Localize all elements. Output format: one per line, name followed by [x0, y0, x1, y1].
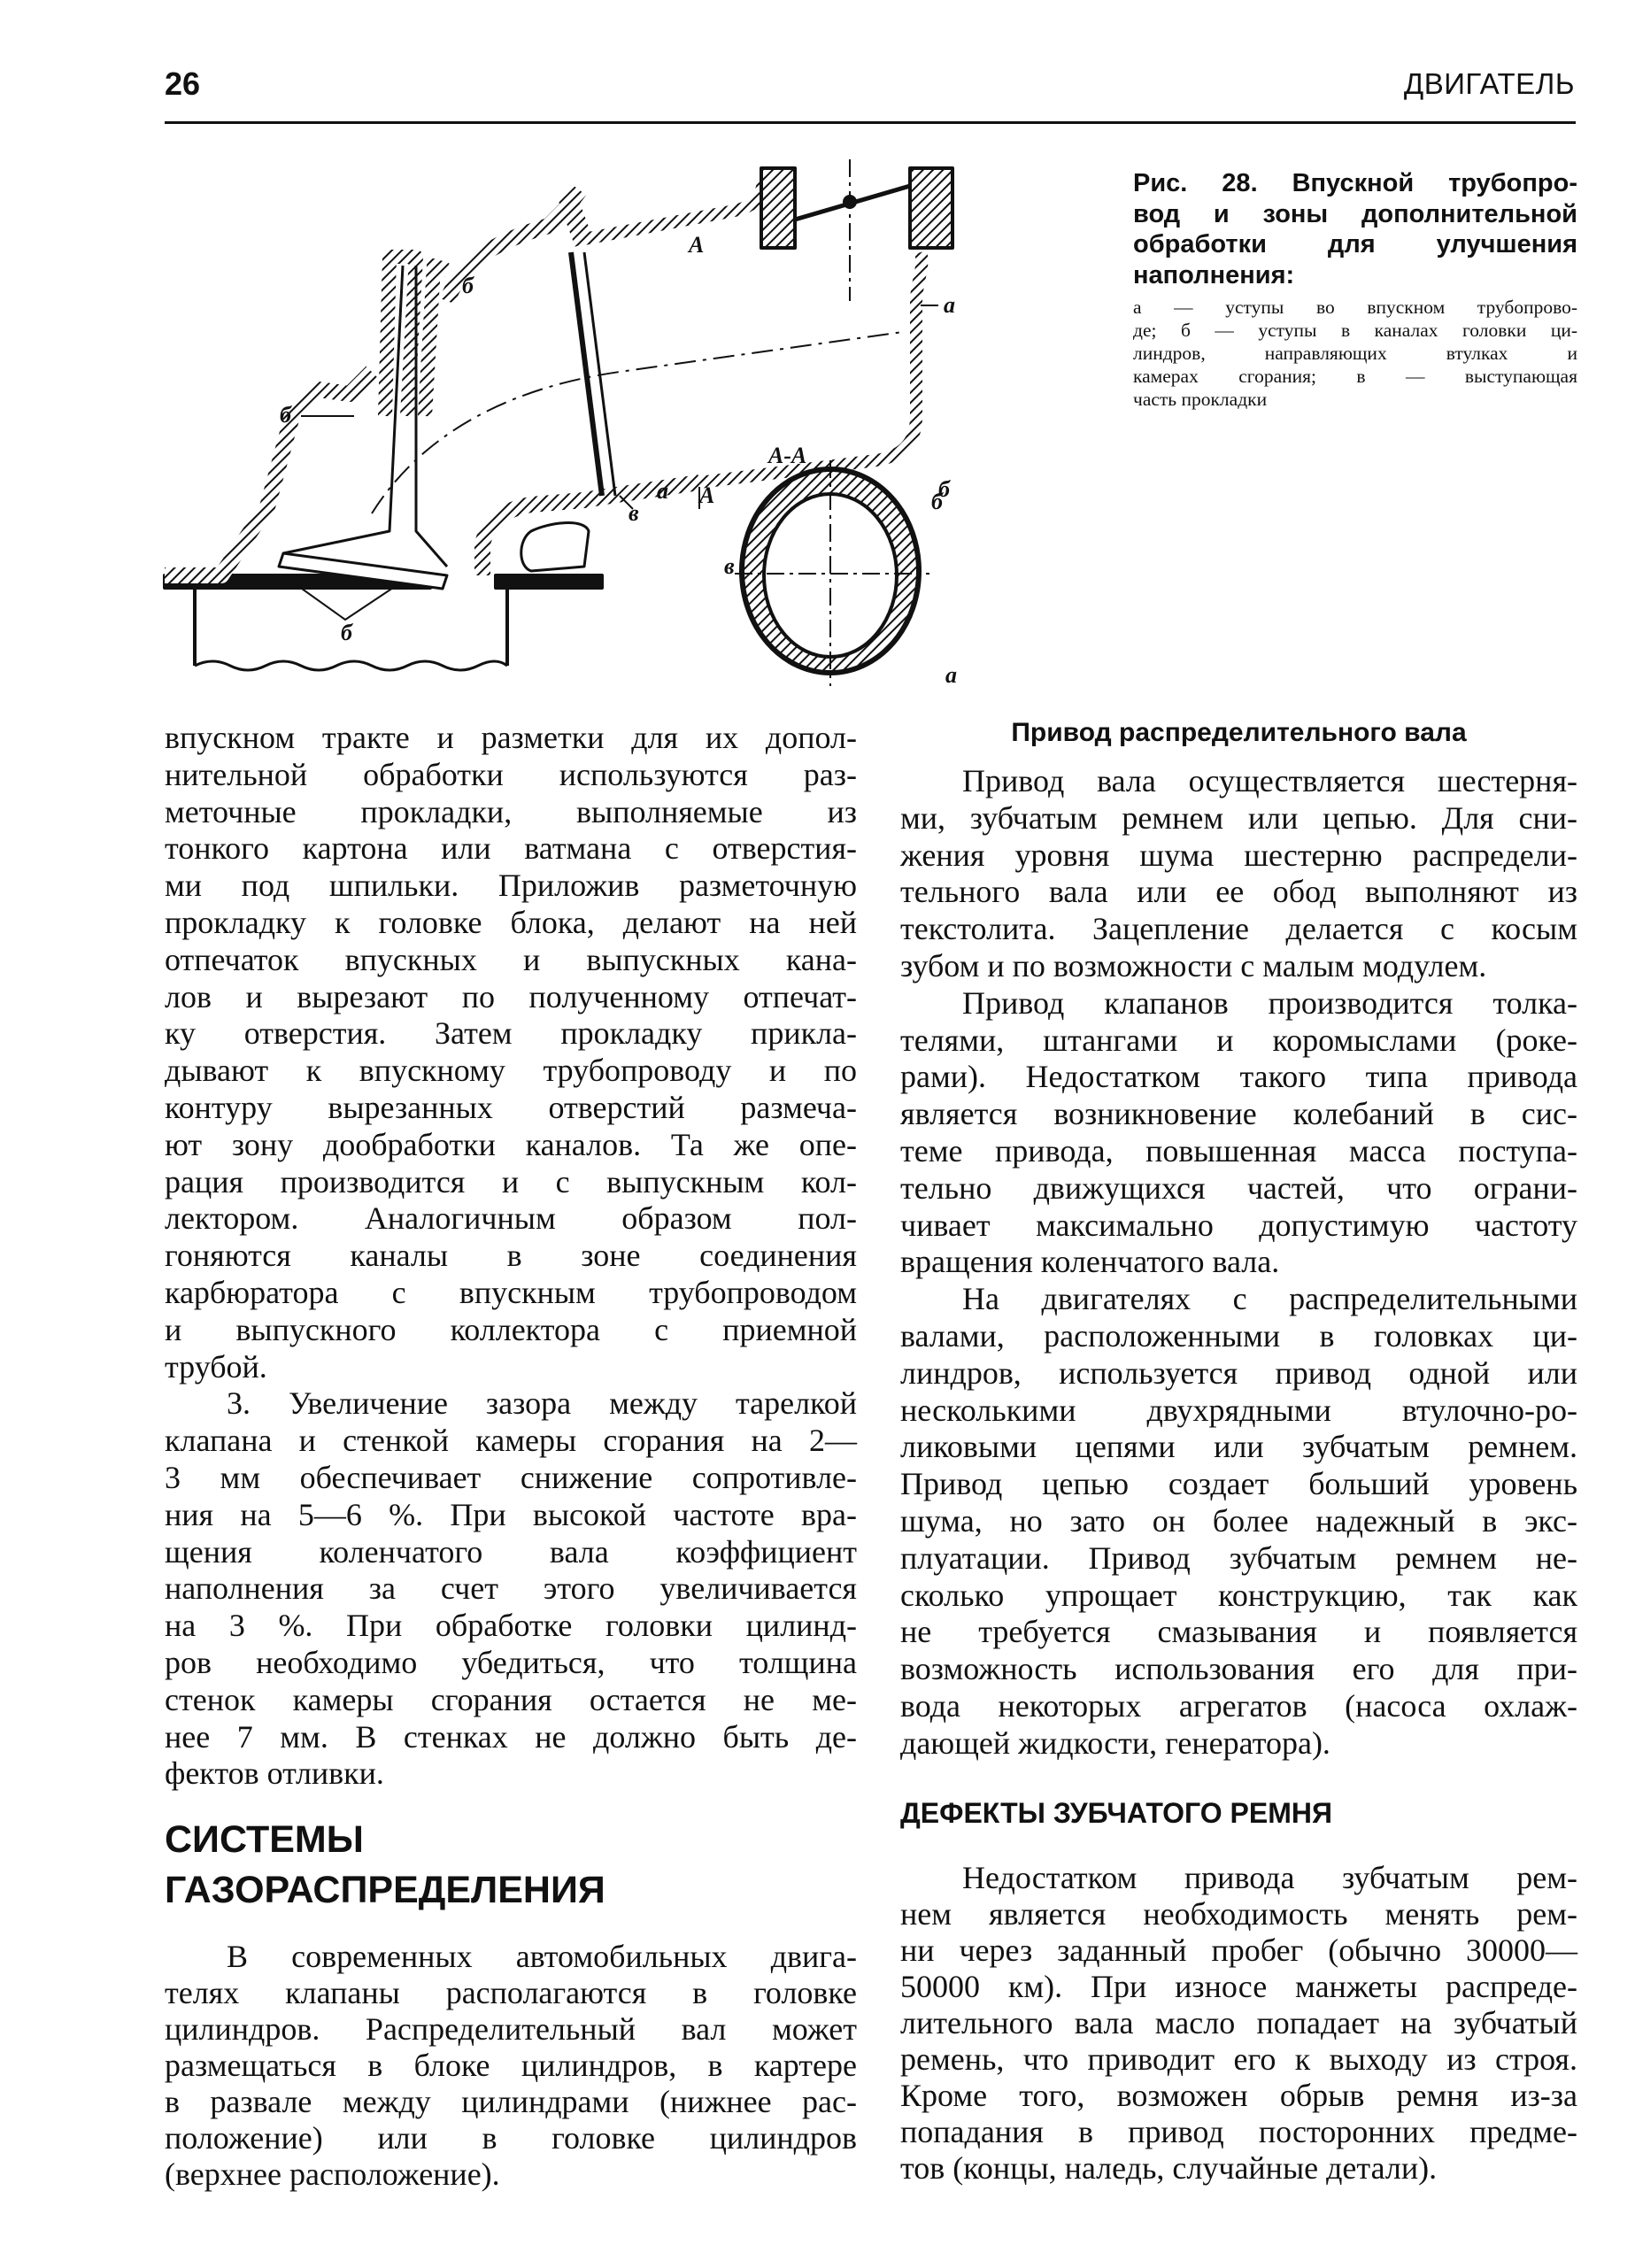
- text-line: нем является необходимость менять рем-: [900, 1896, 1577, 1932]
- text-line: лектором. Аналогичным образом пол-: [165, 1200, 857, 1237]
- text-line: На двигателях с распределительными: [962, 1281, 1577, 1317]
- text-line: вращения коленчатого вала.: [900, 1244, 1280, 1280]
- running-head: ДВИГАТЕЛЬ: [1403, 67, 1575, 100]
- paragraph: [900, 763, 1577, 985]
- text-line: Привод цепью создает больший уровень: [900, 1466, 1577, 1502]
- text-line: дающей жидкости, генератора).: [900, 1724, 1330, 1761]
- text-line: меточные прокладки, выполняемые из: [165, 793, 857, 829]
- heading-line: ГАЗОРАСПРЕДЕЛЕНИЯ: [165, 1869, 605, 1911]
- paragraph: [900, 1860, 1577, 2187]
- caption-body: [1133, 296, 1577, 411]
- caption-body-line: а — уступы во впускном трубопрово-: [1133, 297, 1577, 318]
- text-line: Привод вала осуществляется шестерня-: [962, 763, 1577, 798]
- text-line: 3. Увеличение зазора между тарелкой: [227, 1385, 857, 1422]
- text-line: 50000 км). При износе манжеты распреде-: [900, 1969, 1577, 2004]
- text-line: рами). Недостатком такого типа привода: [900, 1059, 1577, 1095]
- text-line: контуру вырезанных отверстий размеча-: [165, 1089, 857, 1125]
- caption-body-line: часть прокладки: [1133, 389, 1268, 410]
- text-line: является возникновение колебаний в сис-: [900, 1096, 1577, 1132]
- text-line: жения уровня шума шестерню распредели-: [900, 837, 1577, 873]
- text-line: ку отверстия. Затем прокладку прикла-: [165, 1015, 857, 1052]
- text-line: чивает максимально допустимую частоту: [900, 1207, 1577, 1243]
- figure-label: б: [280, 402, 291, 428]
- text-line: рация производится и с выпускным кол-: [165, 1163, 857, 1200]
- paragraph: [165, 1385, 857, 1793]
- figure-label: б: [931, 489, 943, 514]
- figure-caption: [1133, 168, 1577, 411]
- figure-label: а: [945, 662, 957, 688]
- text-line: ми, зубчатым ремнем или цепью. Для сни-: [900, 799, 1577, 836]
- text-line: Недостатком привода зубчатым рем-: [962, 1860, 1577, 1895]
- text-line: щения коленчатого вала коэффициент: [165, 1533, 857, 1570]
- text-line: гоняются каналы в зоне соединения: [165, 1238, 857, 1274]
- text-line: телями, штангами и коромыслами (роке-: [900, 1022, 1577, 1058]
- text-line: линдров, используется привод одной или: [900, 1354, 1577, 1391]
- text-line: размещаться в блоке цилиндров, в картере: [165, 2048, 857, 2083]
- section-heading-belt-defects: ДЕФЕКТЫ ЗУБЧАТОГО РЕМНЯ: [900, 1797, 1332, 1829]
- text-line: теме привода, повышенная масса поступа-: [900, 1132, 1577, 1169]
- text-line: тельно движущихся частей, что ограни-: [900, 1169, 1577, 1206]
- text-line: на 3 %. При обработке головки цилинд-: [165, 1608, 857, 1644]
- left-column-text: [165, 720, 857, 1793]
- text-line: клапана и стенкой камеры сгорания на 2—: [165, 1423, 857, 1459]
- text-line: фектов отливки.: [165, 1755, 384, 1792]
- paragraph: [900, 985, 1577, 1281]
- text-line: трубой.: [165, 1348, 267, 1385]
- text-line: сколько упрощает конструкцию, так как: [900, 1577, 1577, 1613]
- text-line: ми под шпильки. Приложив разметочную: [165, 868, 857, 904]
- text-line: впускном тракте и разметки для их допол-: [165, 720, 857, 755]
- text-line: в развале между цилиндрами (нижнее рас-: [165, 2084, 857, 2119]
- text-line: ния на 5—6 %. При высокой частоте вра-: [165, 1496, 857, 1532]
- paragraph: [900, 1281, 1577, 1762]
- text-line: несколькими двухрядными втулочно-ро-: [900, 1392, 1577, 1428]
- text-line: шума, но зато он более надежный в экс-: [900, 1502, 1577, 1539]
- figure-label: в: [724, 553, 735, 579]
- text-line: текстолита. Зацепление делается с косым: [900, 911, 1577, 947]
- figure-label: б: [341, 620, 352, 645]
- paragraph: [165, 1939, 857, 2193]
- caption-title-line: вод и зоны дополнительной: [1133, 199, 1577, 228]
- text-line: карбюратора с впускным трубопроводом: [165, 1274, 857, 1310]
- section-heading-valve-systems: [165, 1815, 605, 1916]
- text-line: цилиндров. Распределительный вал может: [165, 2011, 857, 2047]
- text-line: ликовыми цепями или зубчатым ремнем.: [900, 1429, 1577, 1465]
- caption-body-line: де; б — уступы в каналах головки ци-: [1133, 320, 1577, 341]
- text-line: ров необходимо убедиться, что толщина: [165, 1644, 857, 1680]
- text-line: тельного вала или ее обод выполняют из: [900, 874, 1577, 910]
- text-line: Кроме того, возможен обрыв ремня из-за: [900, 2078, 1577, 2113]
- left-column-text-2: [165, 1939, 857, 2193]
- page-number: 26: [165, 66, 201, 102]
- paragraph: [165, 720, 857, 1385]
- text-line: прокладку к головке блока, делают на ней: [165, 904, 857, 940]
- text-line: тов (концы, наледь, случайные детали).: [900, 2150, 1438, 2186]
- text-line: В современных автомобильных двига-: [227, 1939, 857, 1974]
- text-line: отпечаток впускных и выпускных кана-: [165, 941, 857, 977]
- figure-label: А-А: [768, 443, 807, 468]
- caption-title: [1133, 168, 1577, 290]
- right-column-text: [900, 763, 1577, 1763]
- text-line: плуатации. Привод зубчатым ремнем не-: [900, 1539, 1577, 1576]
- text-line: попадания в привод посторонних предме-: [900, 2114, 1577, 2149]
- figure-label: б: [462, 273, 474, 298]
- subheading-camshaft-drive: Привод распределительного вала: [1011, 718, 1467, 747]
- text-line: лительного вала масло попадает на зубчатый: [900, 2005, 1577, 2040]
- text-line: наполнения за счет этого увеличивается: [165, 1570, 857, 1607]
- text-line: вода некоторых агрегатов (насоса охлаж-: [900, 1687, 1577, 1724]
- figure-label: А: [689, 232, 705, 258]
- figure-label: в: [629, 500, 639, 526]
- text-line: телях клапаны располагаются в головке: [165, 1975, 857, 2010]
- text-line: стенок камеры сгорания остается не ме-: [165, 1681, 857, 1717]
- caption-title-line: наполнения:: [1133, 260, 1295, 289]
- figure-label: А: [699, 482, 715, 508]
- caption-body-line: линдров, направляющих втулках и: [1133, 343, 1577, 364]
- text-line: и выпускного коллектора с приемной: [165, 1311, 857, 1347]
- text-line: лов и вырезают по полученному отпечат-: [165, 978, 857, 1014]
- heading-line: СИСТЕМЫ: [165, 1818, 364, 1861]
- text-line: положение) или в головке цилиндров: [165, 2120, 857, 2156]
- text-line: зубом и по возможности с малым модулем.: [900, 947, 1487, 984]
- text-line: валами, расположенными в головках ци-: [900, 1317, 1577, 1354]
- caption-body-line: камерах сгорания; в — выступающая: [1133, 366, 1577, 387]
- figure-label: а: [944, 292, 955, 318]
- text-line: 3 мм обеспечивает снижение сопротивле-: [165, 1459, 857, 1495]
- text-line: тонкого картона или ватмана с отверстия-: [165, 830, 857, 867]
- text-line: нительной обработки используются раз-: [165, 756, 857, 792]
- figure-label: б: [938, 476, 950, 502]
- text-line: нее 7 мм. В стенках не должно быть де-: [165, 1718, 857, 1755]
- text-line: Привод клапанов производится толка-: [962, 984, 1577, 1021]
- figure-label: а: [657, 478, 668, 504]
- text-line: дывают к впускному трубопроводу и по: [165, 1053, 857, 1089]
- text-line: не требуется смазывания и появляется: [900, 1614, 1577, 1650]
- right-column-text-2: [900, 1860, 1577, 2187]
- text-line: ремень, что приводит его к выходу из строя.: [900, 2041, 1577, 2077]
- text-line: ни через заданный пробег (обычно 30000—: [900, 1932, 1577, 1968]
- text-line: (верхнее расположение).: [165, 2156, 500, 2192]
- caption-title-line: Рис. 28. Впускной трубопро-: [1133, 169, 1577, 197]
- caption-title-line: обработки для улучшения: [1133, 230, 1577, 258]
- text-line: возможность использования его для при-: [900, 1651, 1577, 1687]
- text-line: ют зону дообработки каналов. Та же опе-: [165, 1126, 857, 1162]
